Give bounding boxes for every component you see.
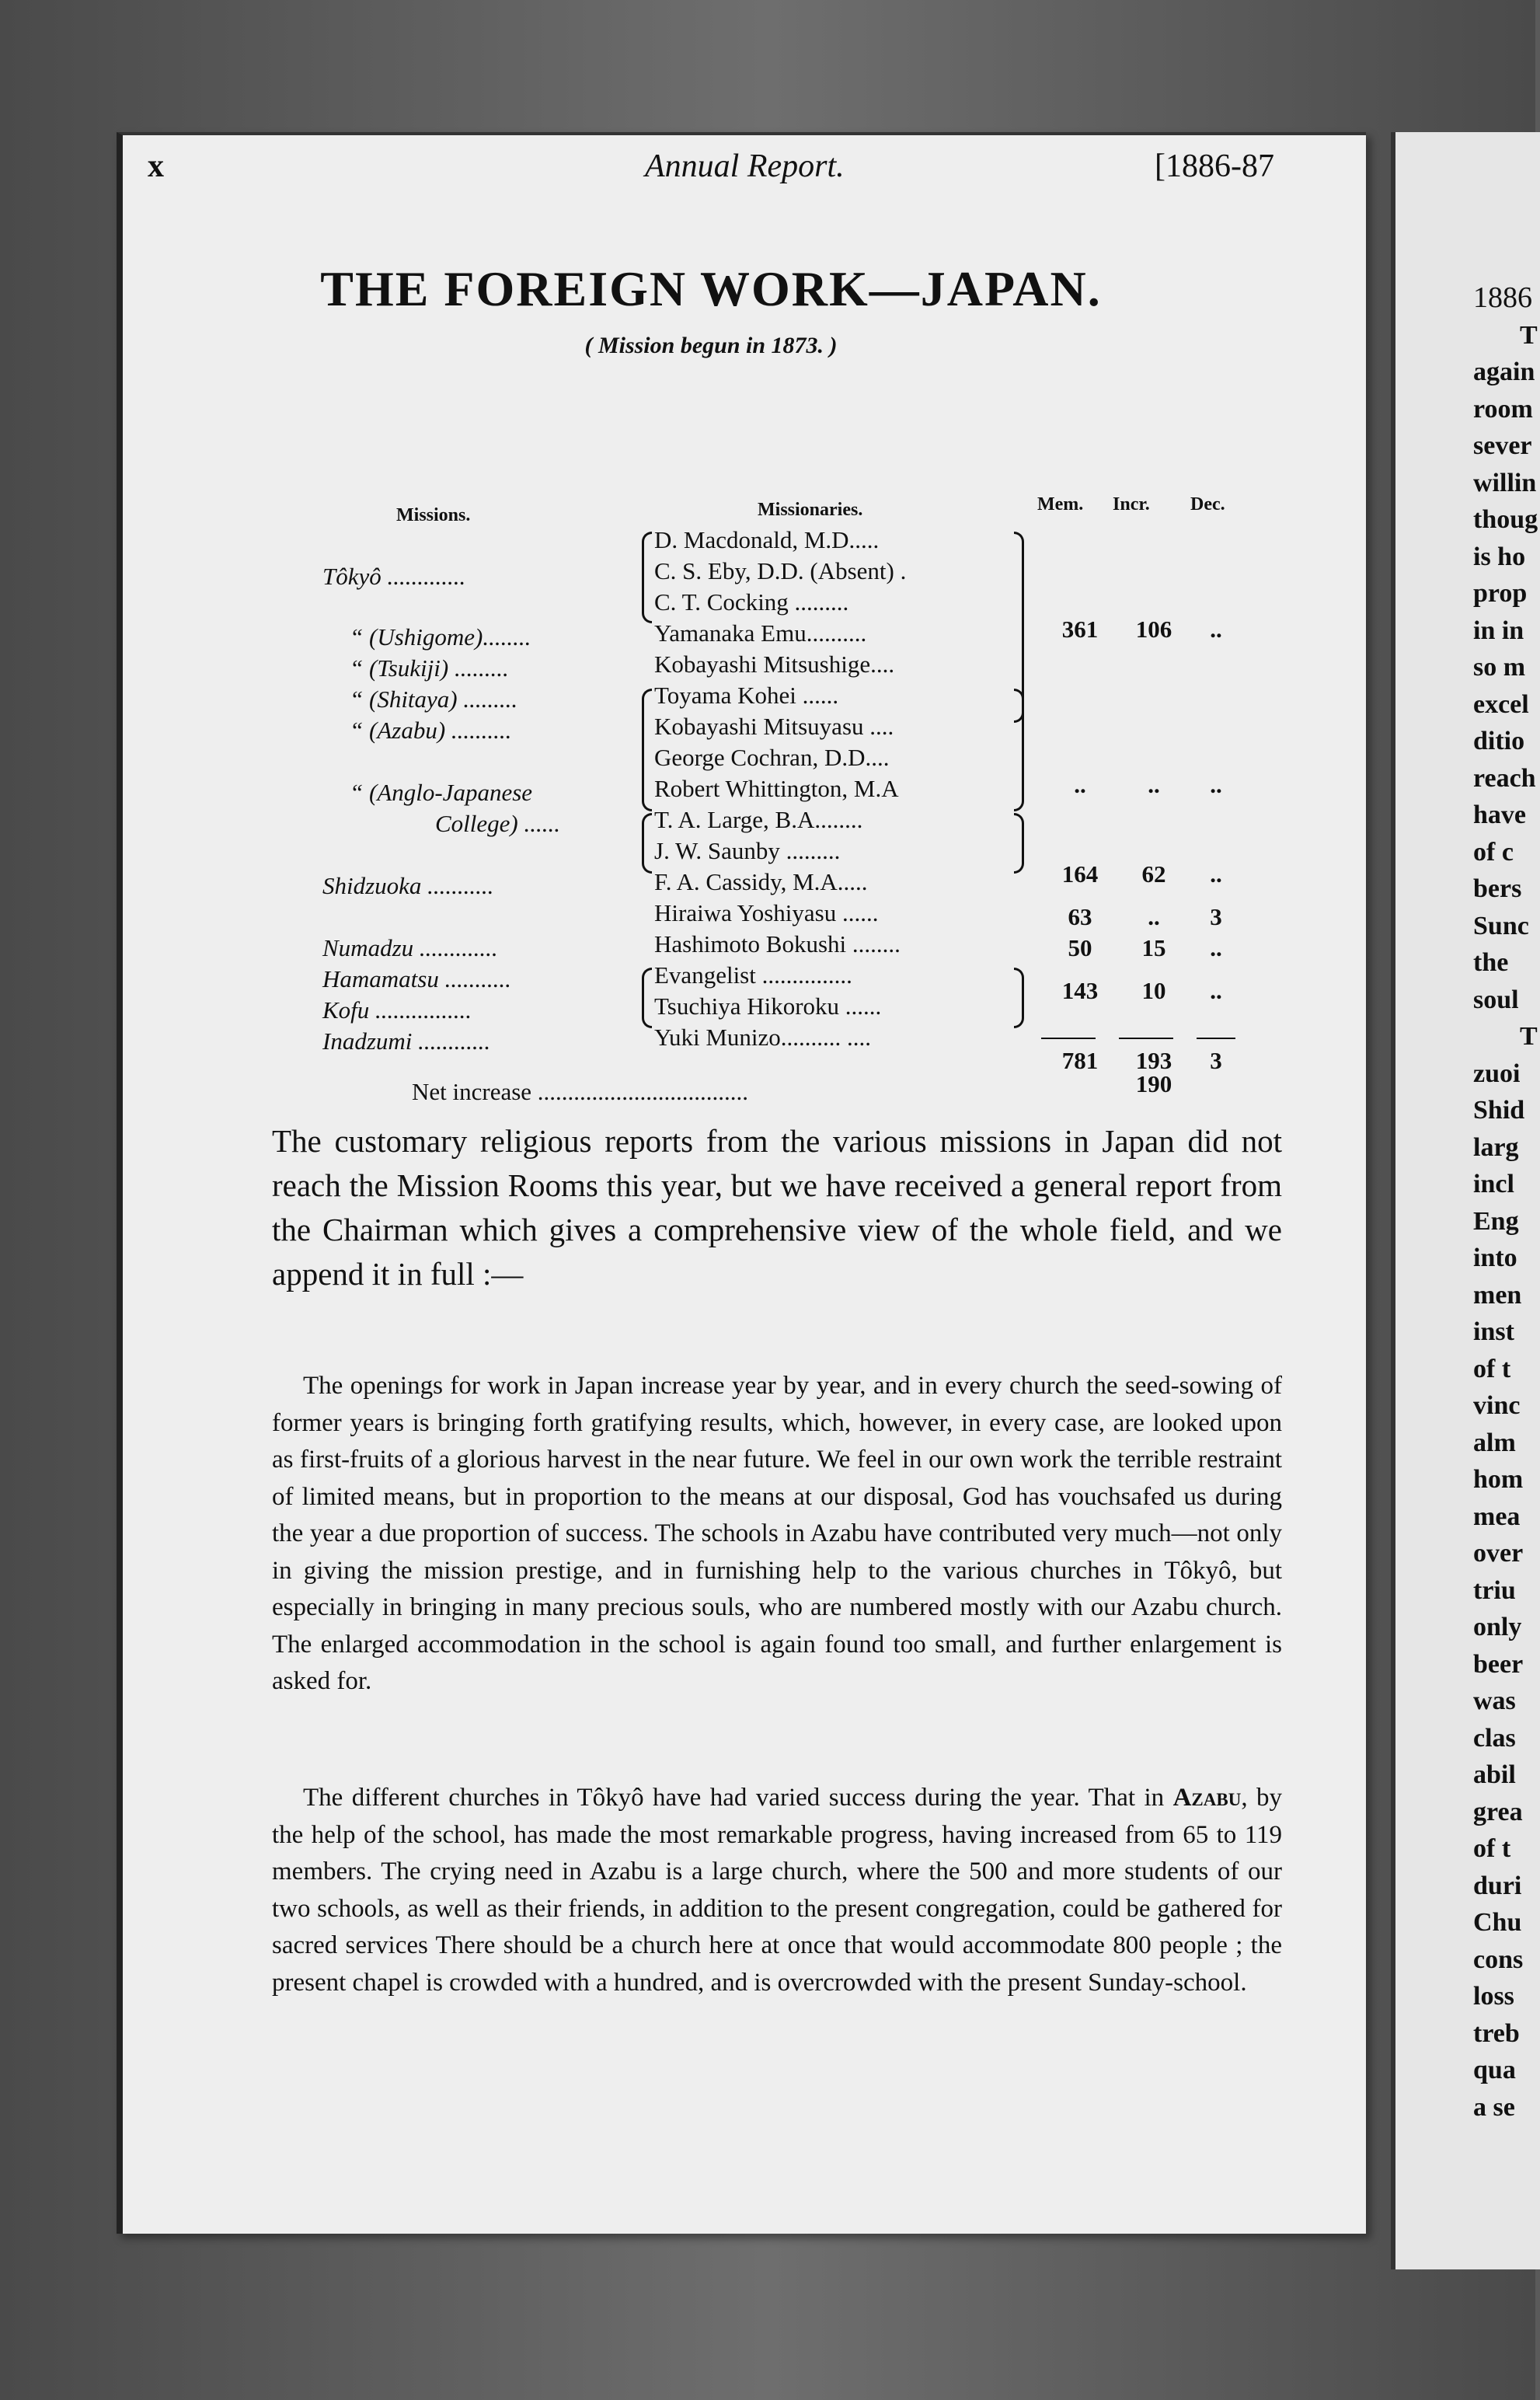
mission-name: Tôkyô .............	[322, 563, 466, 590]
body-paragraph-1: The openings for work in Japan increase year by year, and in every church the seed-sowing of former years is bringing forth gratifying results, which, however, in every case, are looked upon as first-fruits of a glorious harvest in the near future. We feel in our own work the terrible restraint of limited means, but in proportion to the means at our disposal, God has vouchsafed us during the year a due proportion of success. The schools in Azabu have contributed very much—not only in giving the mission prestige, and in furnishing help to the various churches in Tôkyô, but especially in bringing in many precious souls, who are numbered mostly with our Azabu church. The enlarged accommodation in the school is again found too small, and further enlargement is asked for.	[272, 1372, 1282, 1695]
next-page-lines	[1395, 317, 1540, 2126]
next-page-line: the	[1473, 948, 1509, 977]
missionary-name: C. T. Cocking .........	[654, 588, 849, 616]
next-page-line: cons	[1473, 1945, 1524, 1974]
brace-shidzuoka-left	[642, 813, 652, 874]
stat-mem: 164	[1061, 860, 1099, 888]
next-page-line: have	[1473, 801, 1526, 829]
next-page-line: into	[1473, 1244, 1517, 1272]
missionary-name: Kobayashi Mitsuyasu ....	[654, 713, 894, 740]
paragraph-2-start: The different churches in Tôkyô have had varied success during the year. That in	[303, 1784, 1173, 1812]
total-mem: 781	[1061, 1047, 1099, 1074]
next-page-line: zuoi	[1473, 1059, 1521, 1088]
next-page-line: alm	[1473, 1428, 1516, 1457]
mission-name: Hamamatsu ...........	[322, 965, 511, 992]
net-increase-label: Net increase ...................................	[412, 1078, 749, 1105]
next-page-line: grea	[1473, 1797, 1523, 1826]
next-page-line: hom	[1473, 1465, 1524, 1494]
page-number: x	[148, 148, 164, 184]
stat-mem: 143	[1061, 977, 1099, 1004]
mission-name: Kofu ................	[322, 996, 472, 1024]
missionary-name: F. A. Cassidy, M.A.....	[654, 868, 868, 895]
stat-dec: ..	[1210, 934, 1222, 961]
next-page-line: Chu	[1473, 1908, 1522, 1937]
stat-mem: 361	[1061, 616, 1099, 643]
missionary-name: Yamanaka Emu..........	[654, 619, 867, 647]
next-page-line: duri	[1473, 1871, 1522, 1900]
missionary-name: Evangelist ...............	[654, 961, 852, 989]
running-year: [1886-87	[1155, 148, 1274, 184]
missionary-name: Kobayashi Mitsushige....	[654, 651, 895, 678]
stat-mem: 63	[1068, 903, 1092, 930]
brace-kofu-left	[642, 968, 652, 1028]
page-title: THE FOREIGN WORK—JAPAN.	[320, 261, 1102, 316]
net-increase-value: 190	[1135, 1070, 1172, 1097]
next-page-line: of c	[1473, 837, 1514, 867]
stat-dec: ..	[1210, 860, 1222, 888]
header-missions: Missions.	[396, 505, 471, 525]
next-page-line: incl	[1473, 1170, 1514, 1198]
next-page-line: sever	[1473, 431, 1532, 460]
azabu-small-caps: Azabu	[1172, 1784, 1242, 1812]
next-page-line: larg	[1473, 1132, 1519, 1162]
next-page-line: only	[1473, 1613, 1522, 1641]
missionary-name: T. A. Large, B.A........	[654, 806, 863, 833]
next-page-line: is ho	[1473, 542, 1526, 571]
next-page-line: in in	[1473, 616, 1524, 645]
missionary-name: Robert Whittington, M.A	[654, 775, 899, 802]
running-head	[148, 148, 1274, 194]
mission-name: College) ......	[435, 810, 560, 837]
stat-mem: ..	[1074, 771, 1086, 798]
next-page-line: excel	[1473, 689, 1529, 719]
mission-name: Shidzuoka ...........	[322, 872, 494, 899]
next-page-line: was	[1473, 1687, 1516, 1715]
stat-dec: ..	[1210, 616, 1222, 643]
next-page-line: again	[1473, 358, 1535, 386]
stat-incr: 15	[1141, 934, 1166, 961]
next-page-line: loss	[1473, 1982, 1514, 2011]
brace-college-right	[1014, 689, 1024, 811]
next-page-header: 1886	[1473, 281, 1532, 314]
next-page-line: reach	[1473, 763, 1536, 793]
brace-shidzuoka-right	[1014, 813, 1024, 874]
next-page-line: soul	[1473, 985, 1519, 1014]
next-page-line: T	[1520, 320, 1538, 350]
next-page-line: beer	[1473, 1649, 1524, 1679]
stat-incr: 62	[1141, 860, 1166, 888]
next-page-line: Shid	[1473, 1096, 1525, 1125]
mission-name: “ (Ushigome)........	[350, 623, 531, 651]
brace-college-left	[642, 689, 652, 811]
next-page-line: of t	[1473, 1834, 1511, 1863]
mission-name: Inadzumi ............	[322, 1027, 491, 1055]
missionary-name: Hashimoto Bokushi ........	[654, 930, 901, 958]
next-page-line: over	[1473, 1539, 1524, 1568]
next-page-line: a se	[1473, 2092, 1515, 2122]
next-page-line: men	[1473, 1280, 1522, 1310]
mission-name: “ (Shitaya) .........	[350, 685, 518, 713]
missionary-name: Toyama Kohei ......	[654, 682, 839, 709]
brace-tokyo-left	[642, 532, 652, 623]
missionary-name: Yuki Munizo.......... ....	[654, 1024, 871, 1051]
header-incr: Incr.	[1113, 494, 1150, 515]
next-page-line: abil	[1473, 1760, 1516, 1789]
stat-incr: 10	[1141, 977, 1166, 1004]
next-page-line: T	[1520, 1022, 1538, 1051]
next-page-line: bers	[1473, 874, 1522, 903]
mission-name: Numadzu .............	[322, 934, 498, 961]
mission-name: “ (Azabu) ..........	[350, 717, 512, 744]
missionary-name: D. Macdonald, M.D.....	[654, 526, 880, 553]
stat-incr: ..	[1148, 903, 1160, 930]
next-page-line: mea	[1473, 1502, 1521, 1531]
missionary-name: J. W. Saunby .........	[654, 837, 841, 864]
next-page-line: inst	[1473, 1317, 1514, 1346]
stat-dec: ..	[1210, 771, 1222, 798]
next-page-line: qua	[1473, 2056, 1516, 2084]
stat-dec: ..	[1210, 977, 1222, 1004]
next-page-line: room	[1473, 394, 1533, 424]
next-page-line: Sunc	[1473, 911, 1529, 940]
next-page-line: vinc	[1473, 1391, 1521, 1420]
stat-incr: 106	[1135, 616, 1172, 643]
next-page-line: so m	[1473, 653, 1526, 682]
next-page-line: willin	[1473, 468, 1537, 497]
next-page-line: ditio	[1473, 727, 1525, 755]
next-page-line: treb	[1473, 2018, 1520, 2048]
mission-name: “ (Tsukiji) .........	[350, 654, 509, 682]
page-subtitle: ( Mission begun in 1873. )	[584, 333, 838, 358]
next-page-line: of t	[1473, 1354, 1511, 1383]
next-page-line: thoug	[1473, 505, 1538, 534]
running-title: Annual Report.	[645, 148, 845, 184]
missionary-name: George Cochran, D.D....	[654, 744, 890, 771]
paragraph-2-rest: , by the help of the school, has made the most remarkable progress, having increased from 65 to 119 members. The crying need in Azabu is a large church, where the 500 and more students of our two schools, as well as their friends, in addition to the present congregation, could be gathered for sacred services There should be a church here at once that would accommodate 800 people ; the present chapel is crowded with a hundred, and is overcrowded with the present Sunday-school.	[272, 1784, 1283, 1997]
missionary-name: C. S. Eby, D.D. (Absent) .	[654, 557, 907, 584]
next-page-line: clas	[1473, 1723, 1516, 1753]
total-dec: 3	[1210, 1047, 1222, 1074]
stat-incr: ..	[1148, 771, 1160, 798]
body-paragraph-2	[272, 1780, 1282, 2001]
total-rule-mem	[1041, 1038, 1096, 1039]
next-page-edge	[1391, 132, 1540, 2269]
stat-mem: 50	[1068, 934, 1092, 961]
mission-name: “ (Anglo-Japanese	[350, 779, 533, 806]
total-incr: 193	[1135, 1047, 1172, 1074]
missionary-name: Hiraiwa Yoshiyasu ......	[654, 899, 879, 926]
next-page-line: prop	[1473, 579, 1528, 608]
next-page-line: Eng	[1473, 1206, 1519, 1236]
stat-dec: 3	[1210, 903, 1222, 930]
header-dec: Dec.	[1190, 494, 1225, 515]
header-mem: Mem.	[1037, 494, 1084, 515]
header-missionaries: Missionaries.	[758, 500, 863, 520]
next-page-line: triu	[1473, 1575, 1516, 1605]
total-rule-incr	[1119, 1038, 1173, 1039]
total-rule-dec	[1197, 1038, 1235, 1039]
intro-paragraph: The customary religious reports from the various missions in Japan did not reach the Mission Rooms this year, but we have received a general report from the Chairman which gives a comprehensive view of the whole field, and we append it in full :—	[272, 1123, 1282, 1292]
missionary-name: Tsuchiya Hikoroku ......	[654, 992, 882, 1020]
brace-kofu-right	[1014, 968, 1024, 1028]
